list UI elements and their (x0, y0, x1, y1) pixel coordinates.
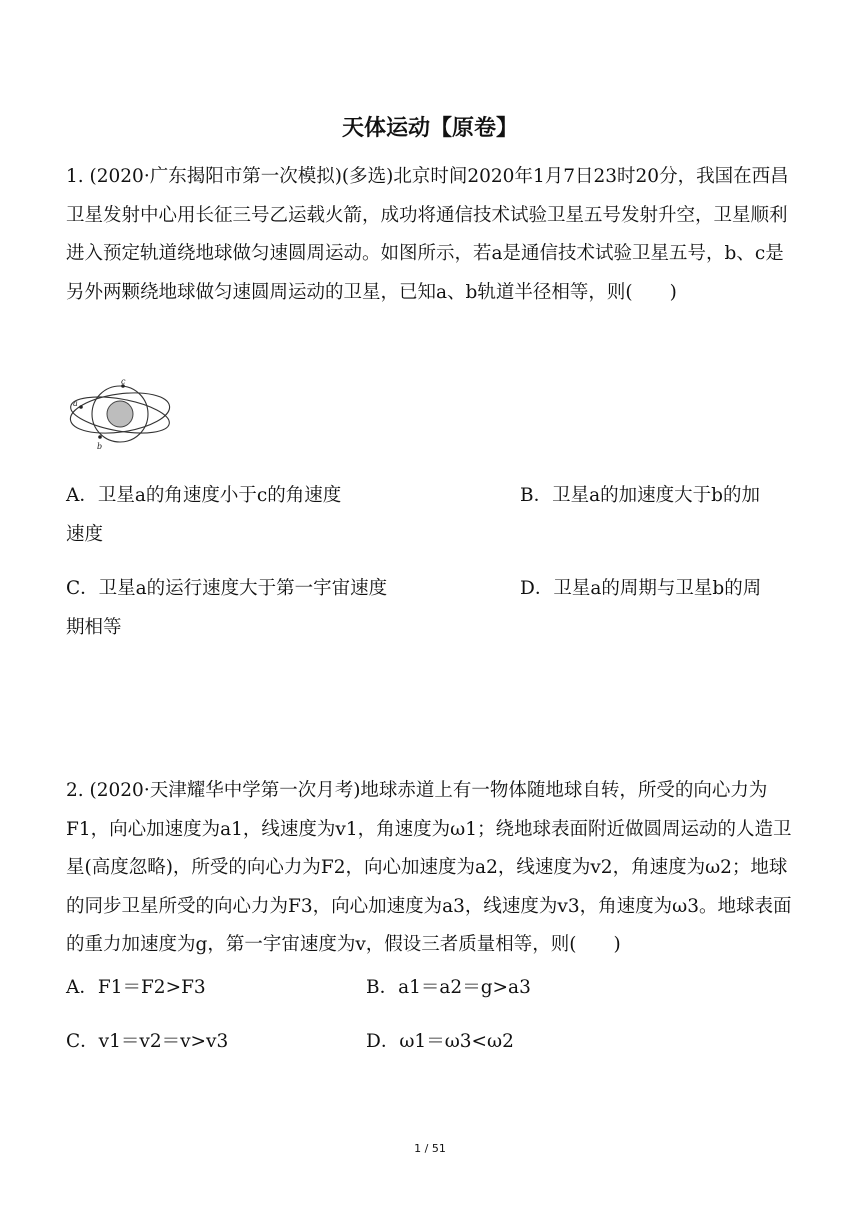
q1-option-a: A．卫星a的角速度小于c的角速度 (66, 485, 342, 506)
satellite-b (98, 435, 102, 439)
label-c: c (121, 377, 126, 386)
page-title: 天体运动【原卷】 (341, 116, 518, 141)
page-number: 1 / 51 (414, 1142, 446, 1155)
question-1-stem: 1. (2020·广东揭阳市第一次模拟)(多选)北京时间2020年1月7日23时20分，我国在西昌卫星发射中心用长征三号乙运载火箭，成功将通信技术试验卫星五号发射升空，卫星顺利进入预定轨道绕地球做匀速圆周运动。如图所示，若a是通信技术试验卫星五号，b、c是另外两颗绕地球做匀速圆周运动的卫星，已知a、b轨道半径相等，则( ) (66, 166, 789, 303)
label-b: b (97, 442, 103, 451)
q1-option-d: D．卫星a的周期与卫星b的周 (520, 578, 762, 599)
question-2-stem: 2. (2020·天津耀华中学第一次月考)地球赤道上有一物体随地球自转，所受的向心力为F1，向心加速度为a1，线速度为v1，角速度为ω1；绕地球表面附近做圆周运动的人造卫星(高度忽略)，所受的向心力为F2，向心加速度为a2，线速度为v2，角速度为ω2；地球的同步卫星所受的向心力为F3，向心加速度为a3，线速度为v3，角速度为ω3。地球表面的重力加速度为g，第一宇宙速度为v，假设三者质量相等，则( ) (66, 780, 792, 955)
satellite-a (79, 405, 83, 409)
q2-option-a: A．F1＝F2>F3 (66, 977, 206, 998)
q2-option-d: D．ω1＝ω3<ω2 (366, 1031, 514, 1052)
q2-option-c: C．v1＝v2＝v>v3 (66, 1031, 229, 1052)
q2-option-b: B．a1＝a2＝g>a3 (366, 977, 531, 998)
q1-option-b-cont: 速度 (66, 524, 104, 545)
earth (107, 401, 133, 427)
orbit-figure (62, 376, 178, 454)
label-a: a (73, 399, 78, 408)
q1-option-c: C．卫星a的运行速度大于第一宇宙速度 (66, 578, 388, 599)
q1-option-d-cont: 期相等 (66, 617, 122, 638)
q1-option-b: B．卫星a的加速度大于b的加 (520, 485, 760, 506)
